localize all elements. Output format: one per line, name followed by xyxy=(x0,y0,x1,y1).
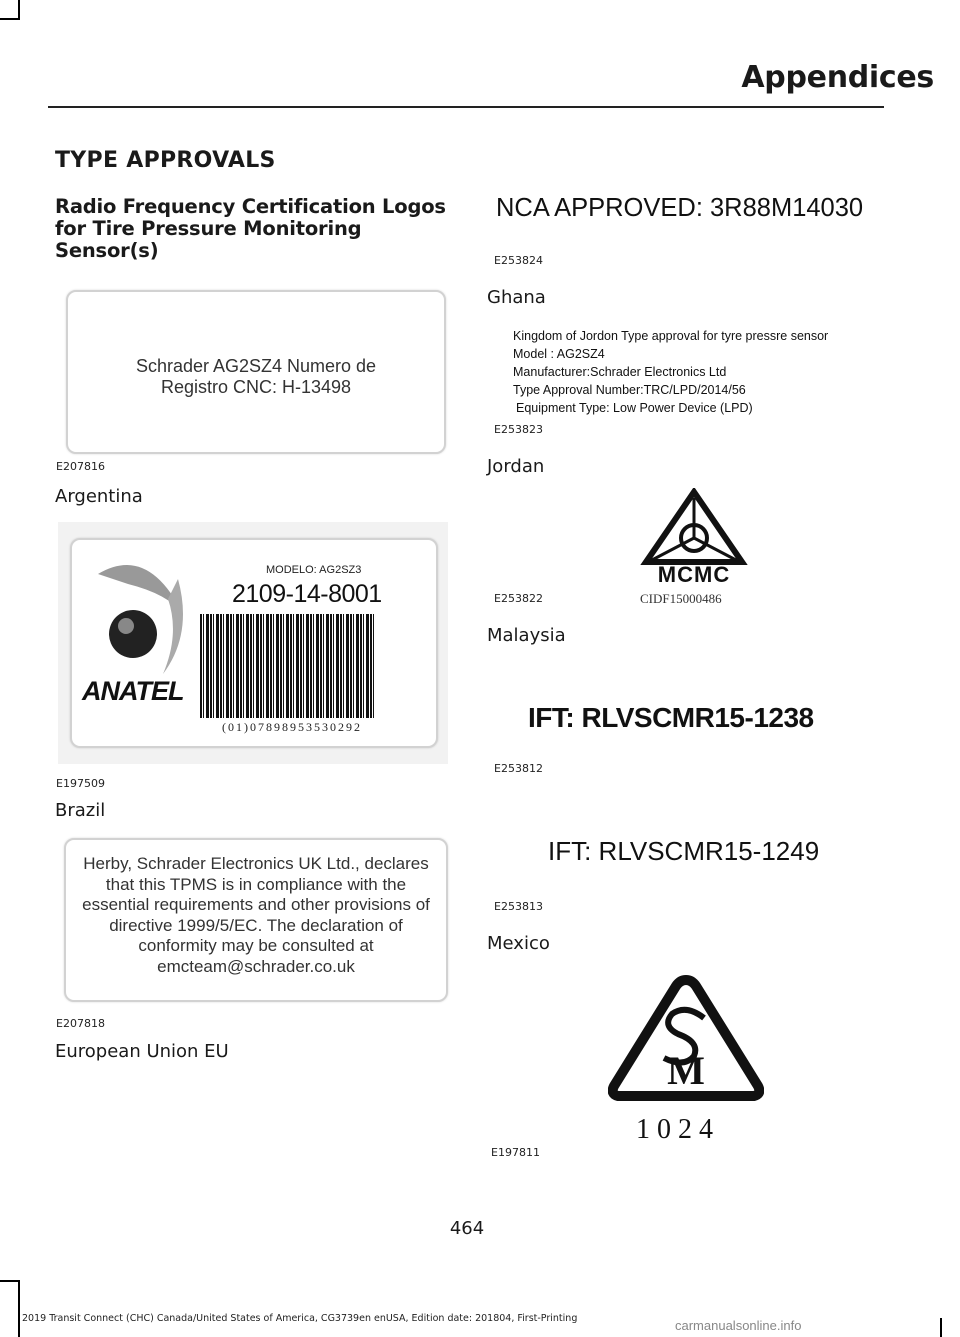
ghana-approval-text: NCA APPROVED: 3R88M14030 xyxy=(496,194,864,222)
page-number: 464 xyxy=(449,1218,485,1239)
figure-code: E197509 xyxy=(56,777,105,790)
brazil-model: MODELO: AG2SZ3 xyxy=(266,564,362,576)
crop-mark-bottom-left-h xyxy=(0,1280,20,1282)
brazil-barcode xyxy=(200,614,374,718)
eu-label xyxy=(64,838,448,1002)
brazil-registration-number: 2109-14-8001 xyxy=(232,580,382,608)
country-name: Ghana xyxy=(487,287,546,308)
crop-mark-top-left-h xyxy=(0,18,20,20)
anatel-logo-text: ANATEL xyxy=(82,676,184,706)
figure-code: E253823 xyxy=(494,423,543,436)
figure-code: E253822 xyxy=(494,592,543,605)
jordan-approval-text xyxy=(513,327,828,417)
mcmc-triangle-logo-icon xyxy=(638,488,750,568)
header-rule xyxy=(48,106,884,108)
ift-approval-1: IFT: RLVSCMR15-1238 xyxy=(528,702,814,733)
country-name: Malaysia xyxy=(487,625,566,646)
svg-text:M: M xyxy=(667,1048,705,1093)
country-name: Mexico xyxy=(487,933,550,954)
figure-code: E253813 xyxy=(494,900,543,913)
sm-certification-mark-icon xyxy=(608,974,764,1106)
crop-mark-bottom-right-v xyxy=(940,1318,942,1337)
country-name: Argentina xyxy=(55,486,143,507)
country-name: Jordan xyxy=(487,456,545,477)
crop-mark-top-left-v xyxy=(18,0,20,20)
figure-code: E253812 xyxy=(494,762,543,775)
jordan-line: Type Approval Number:TRC/LPD/2014/56 xyxy=(513,383,746,397)
eu-label-text: Herby, Schrader Electronics UK Ltd., declares that this TPMS is in compliance with the essential requirements and other provisions of directive 1999/5/EC. The declaration of conformity may be consulted at emcteam@schrader.co.uk xyxy=(82,854,430,976)
brazil-label-frame xyxy=(58,522,448,764)
argentina-label-text: Schrader AG2SZ4 Numero de Registro CNC: H-13498 xyxy=(135,356,377,397)
mcmc-cid-text: CIDF15000486 xyxy=(640,591,722,606)
jordan-line: Kingdom of Jordon Type approval for tyre pressre sensor xyxy=(513,329,829,343)
watermark: carmanualsonline.info xyxy=(675,1318,802,1333)
ift-approval-2: IFT: RLVSCMR15-1249 xyxy=(548,836,820,866)
figure-code: E207818 xyxy=(56,1017,105,1030)
subsection-title: Radio Frequency Certification Logos for Tire Pressure Monitoring Sensor(s) xyxy=(55,195,446,262)
brazil-label xyxy=(70,538,438,748)
crop-mark-bottom-left-v xyxy=(18,1280,20,1337)
mcmc-logo-text: MCMC xyxy=(657,562,731,587)
section-title: TYPE APPROVALS xyxy=(55,148,276,173)
brazil-barcode-text: (01)07898953530292 xyxy=(222,720,362,734)
country-name: European Union EU xyxy=(55,1041,229,1062)
figure-code: E253824 xyxy=(494,254,543,267)
figure-code: E197811 xyxy=(491,1146,540,1159)
jordan-line: Equipment Type: Low Power Device (LPD) xyxy=(516,401,753,415)
edition-footer: 2019 Transit Connect (CHC) Canada/United States of America, CG3739en enUSA, Edition date: 201804, First-Printing xyxy=(22,1313,578,1324)
page-header-title: Appendices xyxy=(741,60,934,95)
argentina-label xyxy=(66,290,446,454)
jordan-line: Manufacturer:Schrader Electronics Ltd xyxy=(513,365,727,379)
figure-code: E207816 xyxy=(56,460,105,473)
jordan-line: Model : AG2SZ4 xyxy=(513,347,605,361)
sm-mark-number: 1 0 2 4 xyxy=(636,1114,713,1145)
country-name: Brazil xyxy=(55,800,106,821)
